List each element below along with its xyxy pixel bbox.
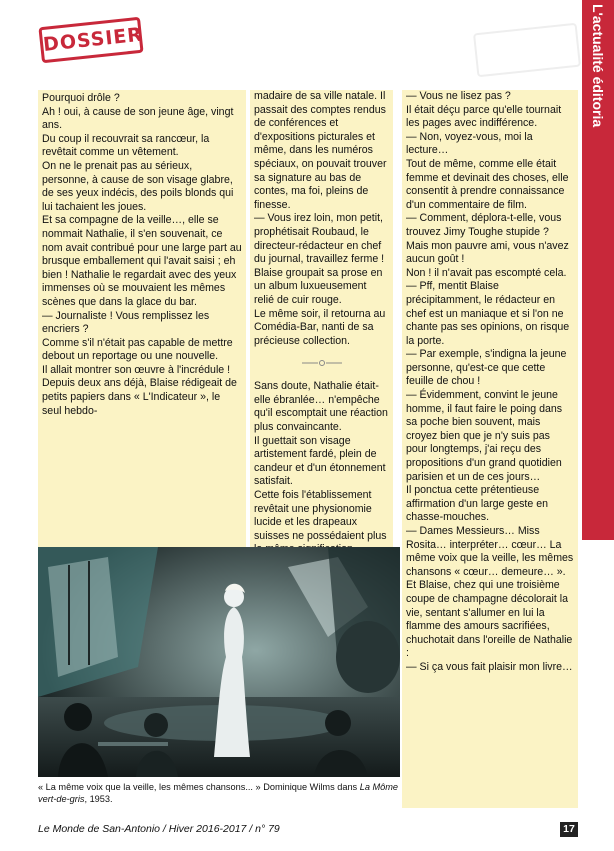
page-number: 17 [560,822,578,837]
paragraph: On ne le prenait pas au sérieux, personne, à cause de son visage glabre, de ses yeux indécis, des poils blonds qui lui tachaient les joues. [42,159,234,213]
paragraph: — Non, voyez-vous, moi la lecture… [406,130,533,157]
text-column-3 [402,90,578,808]
paragraph: Et sa compagne de la veille…, elle se nommait Nathalie, il s'en souvenait, ce nom avait contribué pour une large part au brusque emballement qui l'avait saisi ; eh bien ! Nathalie le regardait avec des yeux immenses où se mouvaient les mêmes scènes que dans la glace du bar. [42,214,242,308]
text-column-1 [38,90,246,547]
sidebar-label: L'actualité éditoria [590,4,606,128]
paragraph: — Par exemple, s'indigna la jeune personne, qu'est-ce que cette feuille de chou ! [406,348,567,388]
paragraph: Du coup il recouvrait sa rancœur, la revêtait comme un vêtement. [42,132,210,159]
paragraph: Le même soir, il retourna au Comédia-Bar, nanti de sa précieuse collection. [254,307,386,347]
paragraph: Depuis deux ans déjà, Blaise rédigeait de petits papiers dans « L'Indicateur », le seul hebdo- [42,377,237,417]
caption-year: , 1953. [84,793,113,804]
section-separator [254,358,389,368]
paragraph: Et Blaise, chez qui une troisième coupe de champagne décolorait la vie, sentant s'allumer en lui la flamme des amours sacrifiées, chuchotait dans l'oreille de Nathalie : [406,579,573,660]
paragraph: Il était déçu parce qu'elle tournait les pages avec indifférence. [406,103,562,130]
paragraph: Il guettait son visage artistement fardé, plein de candeur et d'un étonnement satisfait. [254,434,386,488]
separator-ornament-icon [302,359,342,367]
faded-logo [473,23,581,78]
caption-film-title: La Môme vert-de-gris [38,782,399,804]
dossier-stamp: DOSSIER [38,17,143,63]
film-still-photo [38,547,400,777]
paragraph: Sans doute, Nathalie était-elle ébranlée… n'empêche qu'il escomptait une réaction plus convaincante. [254,380,388,434]
paragraph: — Évidemment, convint le jeune homme, il faut faire le poing dans sa poche bien souvent, mais croyez bien que je n'y suis pas pour longtemps, j'ai reçu des propositions d'un grand quotidien parisien et un de ces jours… [406,389,563,483]
section-sidebar [582,0,614,540]
paragraph: Il ponctua cette prétentieuse affirmation d'un large geste en chasse-mouches. [406,484,548,524]
paragraph: Il allait montrer son œuvre à l'incrédule ! [42,363,231,376]
paragraph: — Vous ne lisez pas ? [406,90,511,102]
paragraph: — Vous irez loin, mon petit, prophétisait Roubaud, le directeur-rédacteur en chef du journal, travaillez ferme ! [254,212,385,266]
paragraph: — Journaliste ! Vous remplissez les encriers ? [42,309,210,336]
paragraph: Non ! il n'avait pas escompté cela. [406,266,567,279]
text-column-2 [250,90,393,547]
paragraph: Blaise groupait sa prose en un album luxueusement relié de cuir rouge. [254,266,383,306]
paragraph: — Comment, déplora-t-elle, vous trouvez Jimy Toughe stupide ? Mais mon pauvre ami, vous n'avez aucun goût ! [406,212,569,266]
paragraph: madaire de sa ville natale. Il passait des comptes rendus de conférences et d'expositions picturales et même, dans les numéros spéciaux, on pouvait trouver sa signature au bas de contes, ma foi, pleins de finesse. [254,90,387,211]
paragraph: Cette fois l'établissement revêtait une physionomie lucide et les drapeaux suisses ne possédaient plus [254,489,387,542]
paragraph: Ah ! oui, à cause de son jeune âge, vingt ans. [42,105,234,132]
photo-caption [38,782,398,805]
footer-publication: Le Monde de San-Antonio / Hiver 2016-2017 / n° 79 [38,823,280,835]
paragraph: — Pff, mentit Blaise précipitamment, le rédacteur en chef est un maniaque et si l'on ne chante pas ses opinions, on risque la porte. [406,280,570,347]
paragraph: Tout de même, comme elle était femme et devinait des choses, elle consentit à prendre connaissance d'un commentaire de film. [406,157,569,211]
paragraph: — Si ça vous fait plaisir mon livre… [406,660,573,673]
paragraph: Pourquoi drôle ? [42,92,120,104]
paragraph: Comme s'il n'était pas capable de mettre debout un reportage ou une nouvelle. [42,336,233,363]
paragraph: — Dames Messieurs… Miss Rosita… interpréter… cœur… La même voix que la veille, les mêmes chansons « cœur… demeure… ». [406,525,574,578]
caption-quote: « La même voix que la veille, les mêmes chansons... » Dominique Wilms dans [38,782,360,792]
